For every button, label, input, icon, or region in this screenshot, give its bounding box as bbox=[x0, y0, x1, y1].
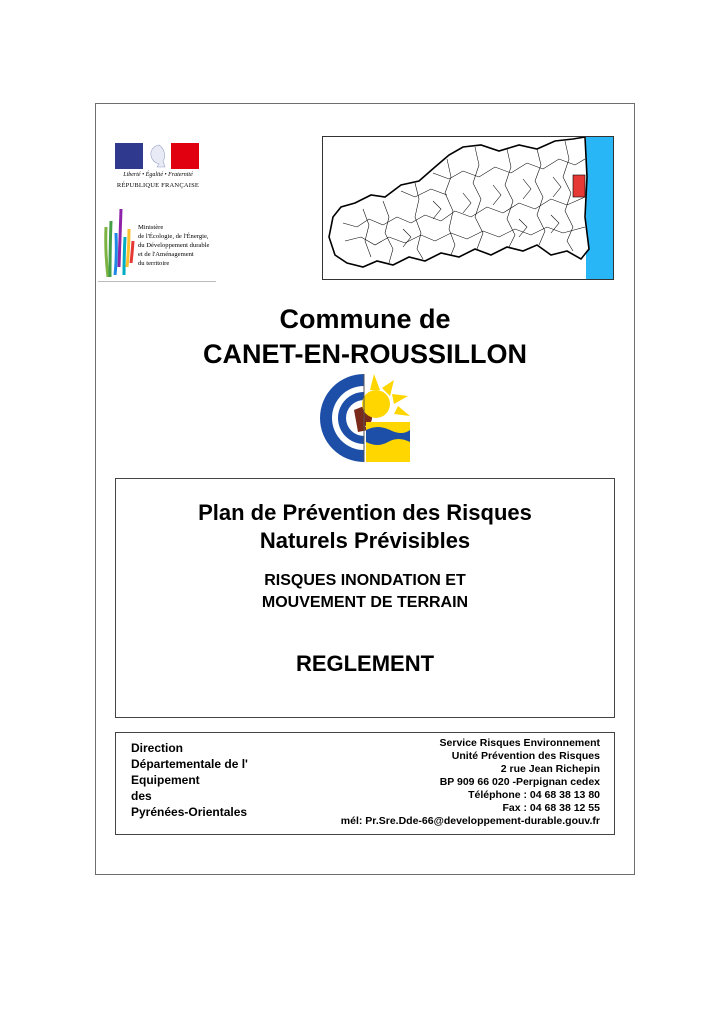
marianne-profile-icon bbox=[143, 143, 171, 169]
ministere-text bbox=[138, 223, 218, 268]
dde-line: Pyrénées-Orientales bbox=[131, 805, 248, 819]
risks-line1: RISQUES INONDATION ET bbox=[264, 572, 466, 589]
service-name: Service Risques Environnement bbox=[439, 737, 600, 749]
communes-map-illustration bbox=[323, 137, 614, 280]
service-fax: Fax : 04 68 38 12 55 bbox=[502, 802, 600, 814]
republique-francaise-logo bbox=[112, 140, 204, 196]
dde-line: Direction bbox=[131, 741, 184, 755]
service-unit: Unité Prévention des Risques bbox=[451, 750, 600, 762]
document-type: REGLEMENT bbox=[295, 651, 435, 676]
ministere-line: du territoire bbox=[138, 260, 170, 267]
republique-name: RÉPUBLIQUE FRANÇAISE bbox=[116, 182, 200, 189]
commune-title-line1: Commune de bbox=[279, 304, 451, 334]
risks-line2: MOUVEMENT DE TERRAIN bbox=[261, 594, 469, 611]
commune-title-line2: CANET-EN-ROUSSILLON bbox=[203, 339, 527, 369]
republique-motto: Liberté • Égalité • Fraternité bbox=[123, 172, 193, 178]
department-map bbox=[322, 136, 614, 280]
document-title-line2: Naturels Prévisibles bbox=[259, 528, 471, 553]
service-street: 2 rue Jean Richepin bbox=[500, 763, 600, 775]
dde-line: Equipement bbox=[131, 773, 200, 787]
service-postal: BP 909 66 020 -Perpignan cedex bbox=[439, 776, 600, 788]
canet-town-logo bbox=[314, 370, 414, 466]
service-email[interactable]: mél: Pr.Sre.Dde-66@developpement-durable.gouv.fr bbox=[340, 815, 600, 827]
ministere-stripes-icon bbox=[98, 207, 138, 279]
document-title-line1: Plan de Prévention des Risques bbox=[198, 500, 532, 525]
dde-line: Départementale de l' bbox=[131, 757, 248, 771]
ministere-logo bbox=[98, 207, 216, 282]
ministere-line: du Développement durable bbox=[138, 242, 210, 249]
dde-line: des bbox=[131, 789, 152, 803]
canet-emblem-icon bbox=[314, 370, 414, 466]
ministere-line: et de l'Aménagement bbox=[138, 251, 194, 258]
ministere-line: de l'Écologie, de l'Énergie, bbox=[138, 233, 209, 240]
ministere-line: Ministère bbox=[138, 224, 164, 231]
service-phone: Téléphone : 04 68 38 13 80 bbox=[468, 789, 600, 801]
tricolor-flag bbox=[115, 143, 199, 169]
